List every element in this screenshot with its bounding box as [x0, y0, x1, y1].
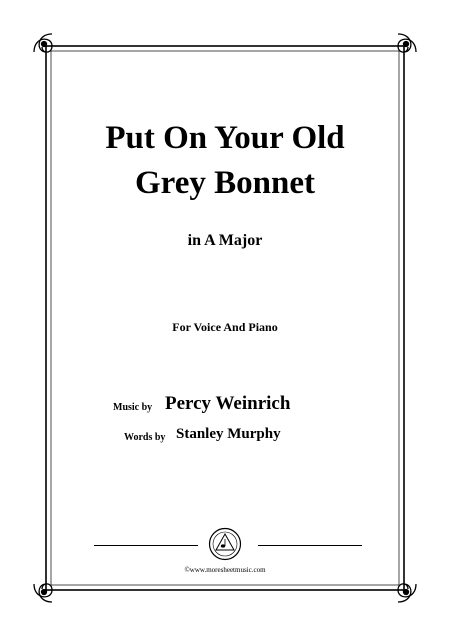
instrumentation: For Voice And Piano: [172, 320, 278, 334]
lyricist-name: Stanley Murphy: [176, 426, 281, 442]
composer-name: Percy Weinrich: [165, 393, 291, 414]
corner-ornament-top-left: [34, 34, 52, 52]
music-by-label: Music by: [113, 402, 153, 413]
footer-url: ©www.moresheetmusic.com: [184, 566, 266, 574]
corner-ornament-bottom-left: [34, 584, 52, 602]
words-by-label: Words by: [124, 432, 166, 443]
corner-ornament-bottom-right: [398, 584, 416, 602]
footer-rule-left: [94, 545, 198, 546]
title-line-2: Grey Bonnet: [135, 165, 315, 201]
title-line-1: Put On Your Old: [105, 120, 345, 156]
key-signature: in A Major: [187, 232, 263, 249]
corner-ornament-top-right: [398, 34, 416, 52]
footer-rule-right: [258, 545, 362, 546]
publisher-logo-icon: [208, 527, 242, 561]
